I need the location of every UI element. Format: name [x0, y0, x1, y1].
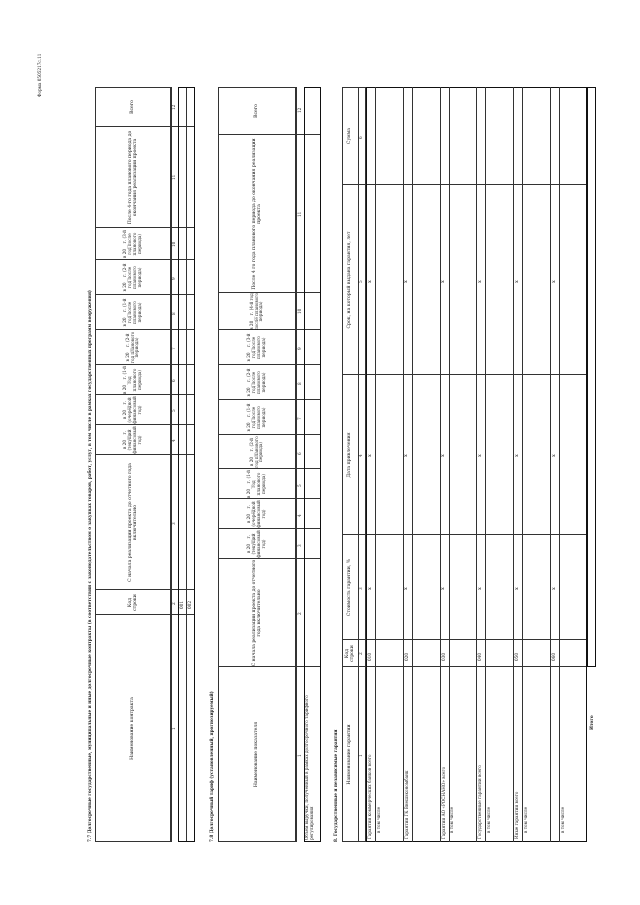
s77-col-y1-header: в 20__ г. (очередной финансовый год)	[122, 396, 142, 424]
s78-num-5: 5	[297, 484, 302, 487]
s8-cross-mark: x	[513, 587, 520, 590]
s77-col-name-header: Наименование контракта	[129, 697, 135, 760]
s77-col-after-header: После 4-го года планового периода до окончания реализации проекта	[127, 130, 138, 225]
s78-col-y3-header: в 20__ г. (2-й год планового периода)	[248, 436, 264, 468]
section-8-title: 8. Государственные и независимые гарантии	[333, 729, 338, 842]
s8-cross-mark: x	[440, 280, 447, 283]
s8-num-1: 1	[358, 754, 363, 757]
s77-num-6: 6	[171, 379, 176, 382]
s78-col-y4-header: в 20__ г. (1-й год после планового периода)	[246, 403, 266, 432]
s8-col-date-header: Дата привлечения	[346, 432, 352, 478]
s77-num-7: 7	[171, 347, 176, 350]
s8-row-sub: в том числе	[522, 806, 528, 833]
s8-cross-mark: x	[513, 454, 520, 457]
form-code: Форма 0505217с.11	[37, 53, 42, 97]
s78-col-y5-header: в 20__ г. (2-й год после планового периода)	[246, 368, 266, 397]
s8-col-term-header: Срок, на который выдана гарантия, лет	[346, 231, 352, 329]
s8-col-cost-header: Стоимость гарантии, %	[346, 558, 352, 617]
s77-col-y4-header: в 20__ г. (1-й год после планового периода)	[122, 298, 142, 327]
s78-col-y6-header: в 20__ г. (3-й год после планового периода)	[246, 333, 266, 362]
s8-cross-mark: x	[513, 280, 520, 283]
s77-col-y0-header: в 20__ г. (текущий финансовый год)	[122, 426, 142, 454]
s8-row-label: Иные гарантии всего	[514, 791, 520, 839]
s8-row-sub: в том числе	[485, 806, 491, 833]
s77-col-y5-header: в 20__ г. (2-й год после планового периода)	[122, 263, 142, 292]
s78-num-8: 8	[297, 382, 302, 385]
s8-cross-mark: x	[403, 454, 410, 457]
s8-cross-mark: x	[366, 280, 373, 283]
s77-num-1: 1	[171, 727, 176, 730]
s8-row-sub: в том числе	[559, 806, 565, 833]
s77-col-y3-header: в 20__ г. (2-й год планового периода)	[124, 331, 140, 364]
s8-cross-mark: x	[403, 280, 410, 283]
s8-row-label: Гарантии АО «РОСНАНО» всего	[440, 766, 446, 839]
s78-col-after-header: После 4 го года планового периода до окончания реализации проекта	[251, 138, 262, 290]
s78-num-1: 1	[297, 754, 302, 757]
s8-row-sub: в том числе	[375, 806, 381, 833]
s77-num-5: 5	[171, 409, 176, 412]
s77-num-8: 8	[171, 312, 176, 315]
s78-col-start-header: С начала реализации проекта до отчетного года включительно	[251, 559, 262, 667]
s77-col-start-header: С начала реализации проекта до отчетного года включительно	[127, 463, 138, 582]
s78-col-y1-header: в 20__ г. (очередной финансовый год)	[246, 500, 266, 528]
s8-col-code-header: Код строки	[344, 645, 355, 662]
s8-row-code: 040	[477, 653, 483, 661]
s78-num-9: 9	[297, 347, 302, 350]
s8-row-code: 060	[551, 653, 556, 661]
s8-cross-mark: x	[550, 280, 557, 283]
s77-num-4: 4	[171, 439, 176, 442]
s8-row-label: Гарантии коммерческих банков всего	[367, 754, 372, 839]
s8-cross-mark: x	[550, 587, 557, 590]
s77-num-11: 11	[171, 174, 176, 180]
s77-col-y6-header: в 20__ г. (3-й год после планового периода)	[122, 230, 142, 258]
s8-row-sub: в том числе	[449, 806, 455, 833]
s8-num-2: 2	[358, 652, 363, 655]
s8-num-6: 6	[358, 136, 363, 139]
s8-row-code: 030	[440, 653, 446, 661]
s8-row-code: 020	[403, 653, 409, 661]
s77-num-10: 10	[171, 241, 176, 247]
s8-total-label: Итого	[589, 715, 594, 730]
s8-col-name-header: Наименование гарантии	[346, 724, 352, 785]
s77-num-3: 3	[171, 522, 176, 525]
s77-col-total-header: Всего	[129, 100, 135, 114]
s78-num-12: 12	[297, 107, 302, 113]
s8-num-3: 3	[358, 587, 363, 590]
s78-num-2: 2	[297, 612, 302, 615]
s77-num-2: 2	[171, 602, 176, 605]
s8-cross-mark: x	[476, 587, 483, 590]
s8-col-sum-header: Сумма	[346, 127, 352, 145]
s77-col-code-header: Код строки	[127, 594, 138, 611]
s8-num-5: 5	[358, 280, 363, 283]
s78-col-y2-header: в 20__ г. (1-й год планового периода)	[246, 470, 266, 498]
s8-row-label: Государственные гарантии всего	[477, 765, 483, 839]
s78-num-6: 6	[297, 452, 302, 455]
s8-cross-mark: x	[550, 454, 557, 457]
s78-col-total-header: Всего	[253, 104, 259, 118]
s78-col-y0-header: в 20__ г. (текущий финансовый год)	[246, 530, 266, 558]
s8-cross-mark: x	[440, 587, 447, 590]
s77-data-frame	[178, 87, 195, 842]
s78-num-4: 4	[297, 514, 302, 517]
s77-row-002-code: 002	[187, 601, 192, 609]
s77-row-001-code: 001	[179, 601, 184, 609]
s78-num-7: 7	[297, 417, 302, 420]
s8-num-4: 4	[358, 454, 363, 457]
s78-num-3: 3	[297, 544, 302, 547]
s8-total-frame	[587, 87, 596, 667]
section-7-8-title: 7.8 Долгосрочный тариф (установленный, прогнозируемый)	[209, 691, 214, 842]
s8-cross-mark: x	[366, 454, 373, 457]
s78-num-11: 11	[297, 211, 302, 217]
s77-num-12: 12	[171, 104, 176, 110]
s78-num-10: 10	[297, 308, 302, 314]
s77-num-9: 9	[171, 277, 176, 280]
s8-cross-mark: x	[440, 454, 447, 457]
section-7-7-title: 7.7 Долгосрочные государственные, муниципальные и иные долгосрочные контракты (в соответствии с законодательством о закупках товаров, работ, услуг, в том числе в рамках государственных программ вооружения)	[87, 290, 92, 842]
s8-cross-mark: x	[476, 454, 483, 457]
s77-col-y2-header: в 20__ г. (1-й год планового периода)	[122, 366, 142, 394]
s8-cross-mark: x	[403, 587, 410, 590]
s8-row-code: 050	[514, 653, 520, 661]
s8-row-code: 010	[367, 653, 372, 661]
s78-row-label: Объем выручки, полученный в рамках долгосрочного тарифного регулирования	[304, 695, 314, 840]
s8-row-label: Гарантии ГК Внешэкономбанк	[403, 770, 409, 839]
s78-col-indicator-header: Наименование показателя	[253, 721, 259, 788]
s8-cross-mark: x	[366, 587, 373, 590]
s78-col-y7-header: в 20__ г. (4-й год после планового периода)	[248, 293, 264, 330]
s8-cross-mark: x	[476, 280, 483, 283]
